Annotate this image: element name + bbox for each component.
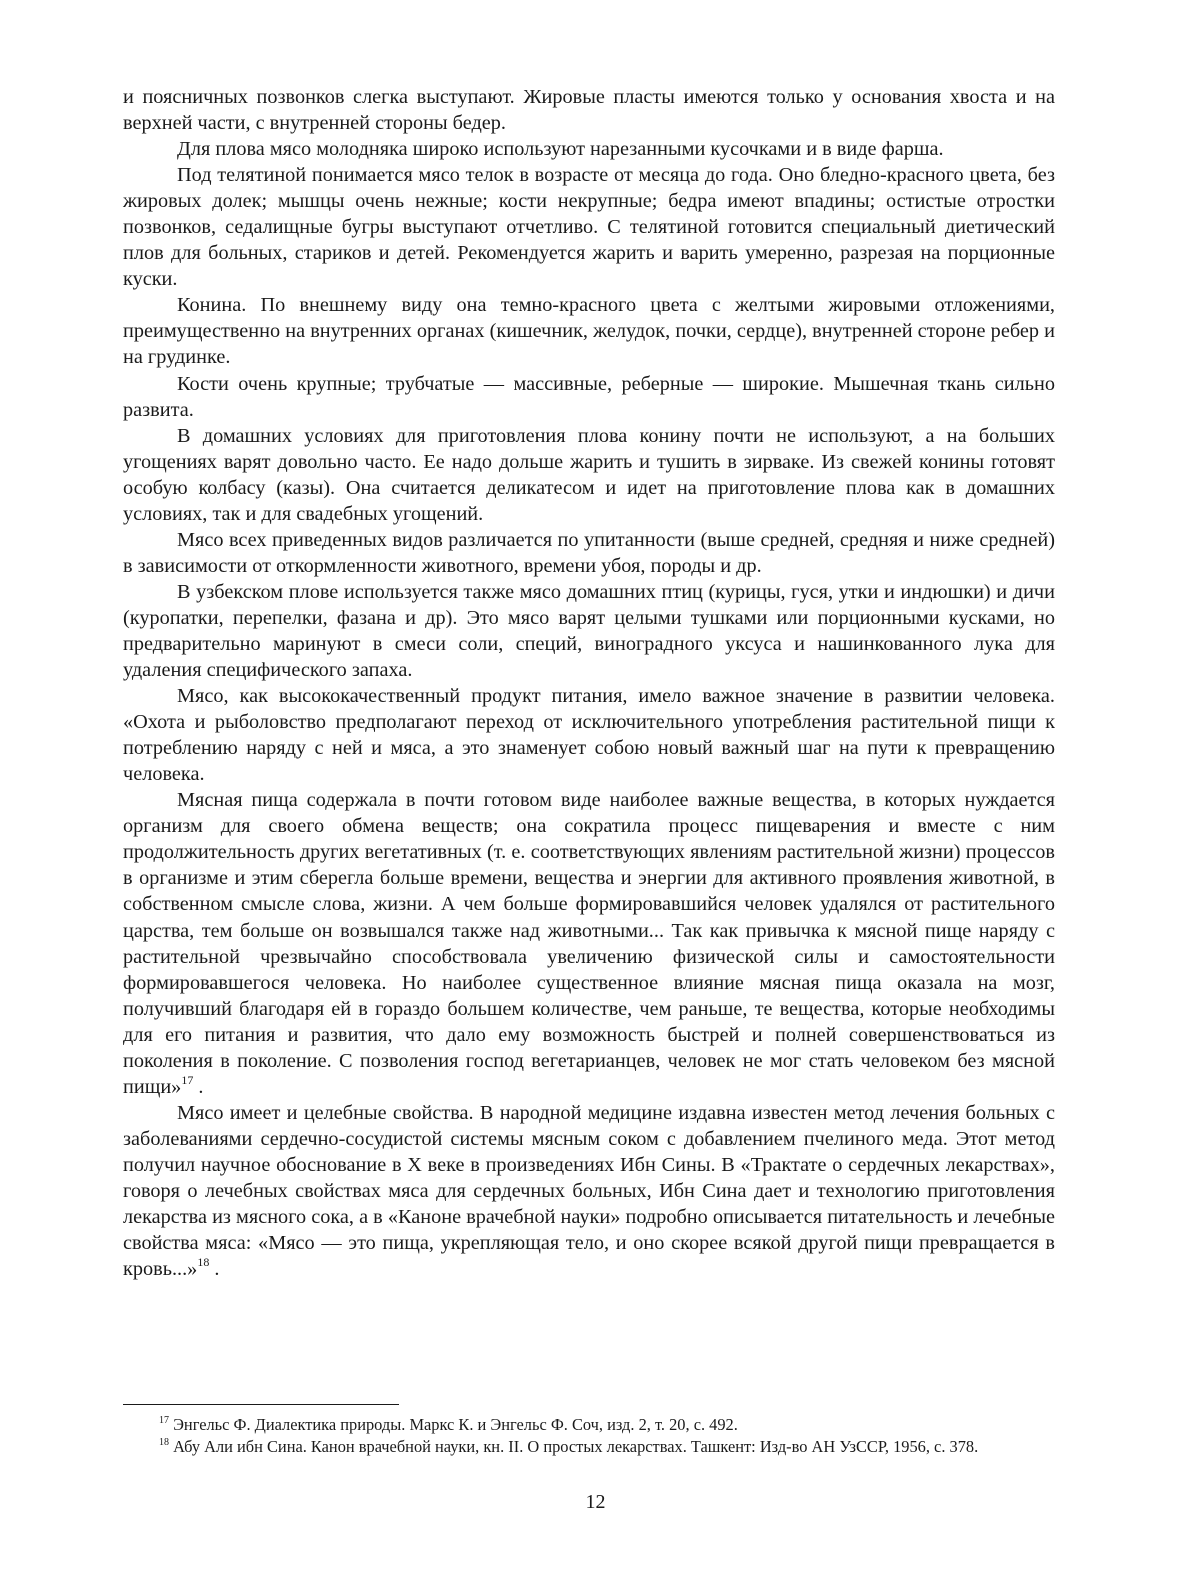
footnote-ref-18: 18 <box>197 1255 210 1270</box>
footnote-ref-17: 17 <box>181 1072 194 1087</box>
paragraph-9: Мясо, как высококачественный продукт питания, имело важное значение в развитии человека. «Охота и рыболовство предполагают переход от исключительного употребления растительной пищи к потреблению наряду с ней и мяса, а это знаменует собою новый важный шаг на пути к превращению человека. <box>123 685 1055 786</box>
paragraph-2: Для плова мясо молодняка широко используют нарезанными кусочками и в виде фарша. <box>177 138 944 161</box>
page-number: 12 <box>585 1491 606 1513</box>
paragraph-6: В домашних условиях для приготовления плова конину почти не используют, а на больших угощениях варят довольно часто. Ее надо дольше жарить и тушить в зирваке. Из свежей конины готовят особую колбасу (казы). Она считается деликатесом и идет на приготовление плова как в домашних условиях, так и для свадебных угощений. <box>123 424 1055 525</box>
footnote-divider <box>123 1404 399 1405</box>
footnote-18: $^{18}$ Абу Али ибн Сина. Канон врачебной науки, кн. II. О простых лекарствах. Ташкент: Изд-во АН УзССР, 1956, с. 378. <box>159 1436 979 1456</box>
paragraph-11: Мясо имеет и целебные свойства. В народной медицине издавна известен метод лечения больных с заболеваниями сердечно-сосудистой системы мясным соком с добавлением пчелиного меда. Этот метод получил научное обоснование в X веке в произведениях Ибн Сины. В «Трактате о сердечных лекарствах», говоря о лечебных свойствах мяса для сердечных больных, Ибн Сина дает и технологию приготовления лекарства из мясного сока, а в «Каноне врачебной науки» подробно описывается питательность и лечебные свойства мяса: «Мясо — это пища, укрепляющая тело, и оно скорее всякой другой пищи превращается в кровь...»$^{18}$ . <box>123 1101 1055 1281</box>
paragraph-7: Мясо всех приведенных видов различается по упитанности (выше средней, средняя и ниже средней) в зависимости от откормленности животного, времени убоя, породы и др. <box>123 528 1055 577</box>
paragraph-10: Мясная пища содержала в почти готовом виде наиболее важные вещества, в которых нуждается организм для своего обмена веществ; она сократила процесс пищеварения и вместе с ним продолжительность других вегетативных (т. е. соответствующих явлениям растительной жизни) процессов в организме и этим сберегла больше времени, вещества и энергии для активного проявления животной, в собственном смысле слова, жизни. А чем больше формировавшийся человек удалялся от растительного царства, тем больше он возвышался также над животными... Так как привычка к мясной пище наряду с растительной чрезвычайно способствовала увеличению физической силы и самостоятельности формировавшегося человека. Но наиболее существенное влияние мясная пища оказала на мозг, получивший благодаря ей в гораздо большем количестве, чем раньше, те вещества, которые необходимы для его питания и развития, что дало ему возможность быстрей и полней совершенствоваться из поколения в поколение. С позволения господ вегетарианцев, человек не мог стать человеком без мясной пищи»$^{17}$ . <box>123 789 1055 1098</box>
body-text <box>123 84 1055 1282</box>
paragraph-5: Кости очень крупные; трубчатые — массивные, реберные — широкие. Мышечная ткань сильно развита. <box>123 372 1055 421</box>
footnotes <box>123 1414 1055 1457</box>
paragraph-8: В узбекском плове используется также мясо домашних птиц (курицы, гуся, утки и индюшки) и дичи (куропатки, перепелки, фазана и др). Это мясо варят целыми тушками или порционными кусками, но предварительно маринуют в смеси соли, специй, виноградного уксуса и нашинкованного лука для удаления специфического запаха. <box>123 580 1055 682</box>
footnote-17: $^{17}$ Энгельс Ф. Диалектика природы. Маркс К. и Энгельс Ф. Соч, изд. 2, т. 20, с. 492. <box>159 1415 738 1434</box>
paragraph-4: Конина. По внешнему виду она темно-красного цвета с желтыми жировыми отложениями, преимущественно на внутренних органах (кишечник, желудок, почки, сердце), внутренней стороне ребер и на грудинке. <box>123 294 1055 369</box>
paragraph-3: Под телятиной понимается мясо телок в возрасте от месяца до года. Оно бледно-красного цвета, без жировых долек; мышцы очень нежные; кости некрупные; бедра имеют впадины; остистые отростки позвонков, седалищные бугры выступают отчетливо. С телятиной готовится специальный диетический плов для больных, стариков и детей. Рекомендуется жарить и варить умеренно, разрезая на порционные куски. <box>123 164 1055 291</box>
paragraph-1: и поясничных позвонков слегка выступают. Жировые пласты имеются только у основания хвоста и на верхней части, с внутренней стороны бедер. <box>123 86 1055 135</box>
